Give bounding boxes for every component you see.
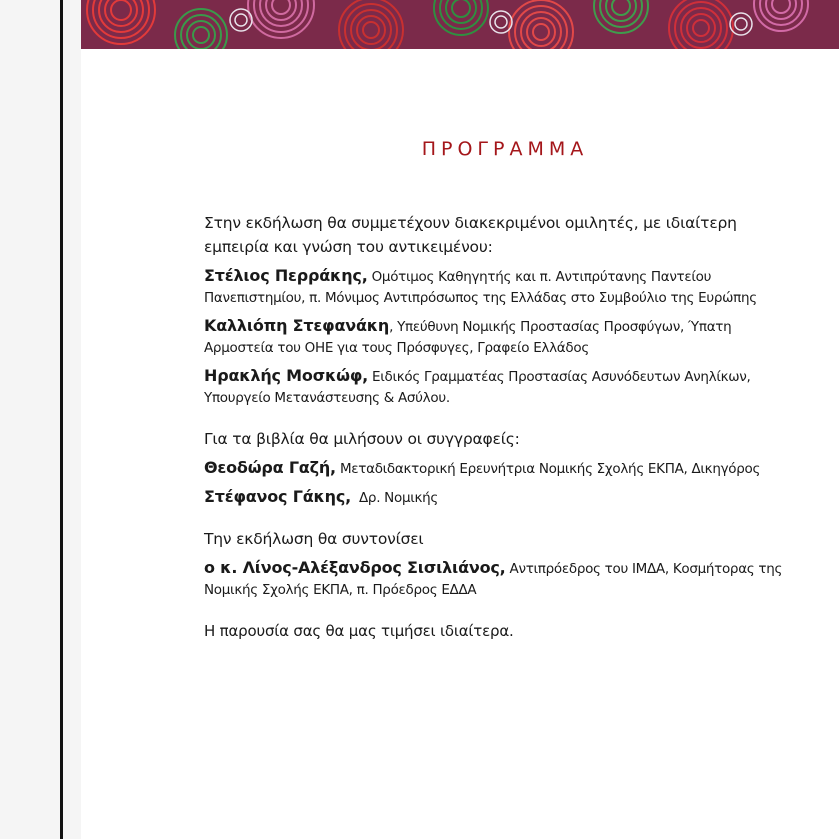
author-name: Στέφανος Γάκης, [204, 487, 352, 506]
left-border-line [60, 0, 63, 839]
fingerprint-pattern-image [81, 0, 839, 49]
moderator-intro: Την εκδήλωση θα συντονίσει [204, 530, 424, 548]
author-entry [204, 457, 794, 480]
moderator-entry [204, 557, 794, 601]
closing-line: Η παρουσία σας θα μας τιμήσει ιδιαίτερα. [204, 622, 514, 640]
speaker-name: Στέλιος Περράκης, [204, 266, 368, 285]
fingerprint-banner [81, 0, 839, 49]
author-role: Δρ. Νομικής [359, 490, 439, 506]
moderator-name: ο κ. Λίνος-Αλέξανδρος Σισιλιάνος, [204, 558, 506, 577]
speaker-name: Ηρακλής Μοσκώφ, [204, 366, 369, 385]
authors-intro: Για τα βιβλία θα μιλήσουν οι συγγραφείς: [204, 430, 520, 448]
speaker-role: Υπεύθυνη Νομικής Προστασίας Προσφύγων, Ύπατη Αρμοστεία του ΟΗΕ για τους Πρόσφυγες, Γραφείο Ελλάδος [204, 319, 732, 356]
page-title: ΠΡΟΓΡΑΜΜΑ [421, 138, 589, 160]
author-role: Μεταδιδακτορική Ερευνήτρια Νομικής Σχολής ΕΚΠΑ, Δικηγόρος [339, 461, 761, 477]
speaker-entry [204, 265, 794, 309]
speakers-intro: Στην εκδήλωση θα συμμετέχουν διακεκριμένοι ομιλητές, με ιδιαίτερη εμπειρία και γνώση του αντικειμένου: [204, 214, 737, 256]
speaker-entry [204, 365, 794, 409]
speaker-name: Καλλιόπη Στεφανάκη [204, 316, 390, 335]
speaker-entry: Καλλιόπη Στεφανάκη, Υπεύθυνη Νομικής Προστασίας Προσφύγων, Ύπατη Αρμοστεία του ΟΗΕ για τους Πρόσφυγες, Γραφείο Ελλάδος [204, 316, 732, 356]
program-page [81, 49, 839, 839]
speaker-role: Ειδικός Γραμματέας Προστασίας Ασυνόδευτων Ανηλίκων, Υπουργείο Μετανάστευσης & Ασύλου. [204, 369, 751, 406]
author-name: Θεοδώρα Γαζή, [204, 458, 336, 477]
author-entry [204, 486, 794, 509]
program-content [204, 211, 794, 643]
speaker-role: Ομότιμος Καθηγητής και π. Αντιπρύτανης Παντείου Πανεπιστημίου, π. Μόνιμος Αντιπρόσωπος της Ελλάδας στο Συμβούλιο της Ευρώπης [204, 269, 757, 306]
moderator-role: Αντιπρόεδρος του ΙΜΔΑ, Κοσμήτορας της Νομικής Σχολής ΕΚΠΑ, π. Πρόεδρος ΕΔΔΑ [204, 561, 783, 598]
